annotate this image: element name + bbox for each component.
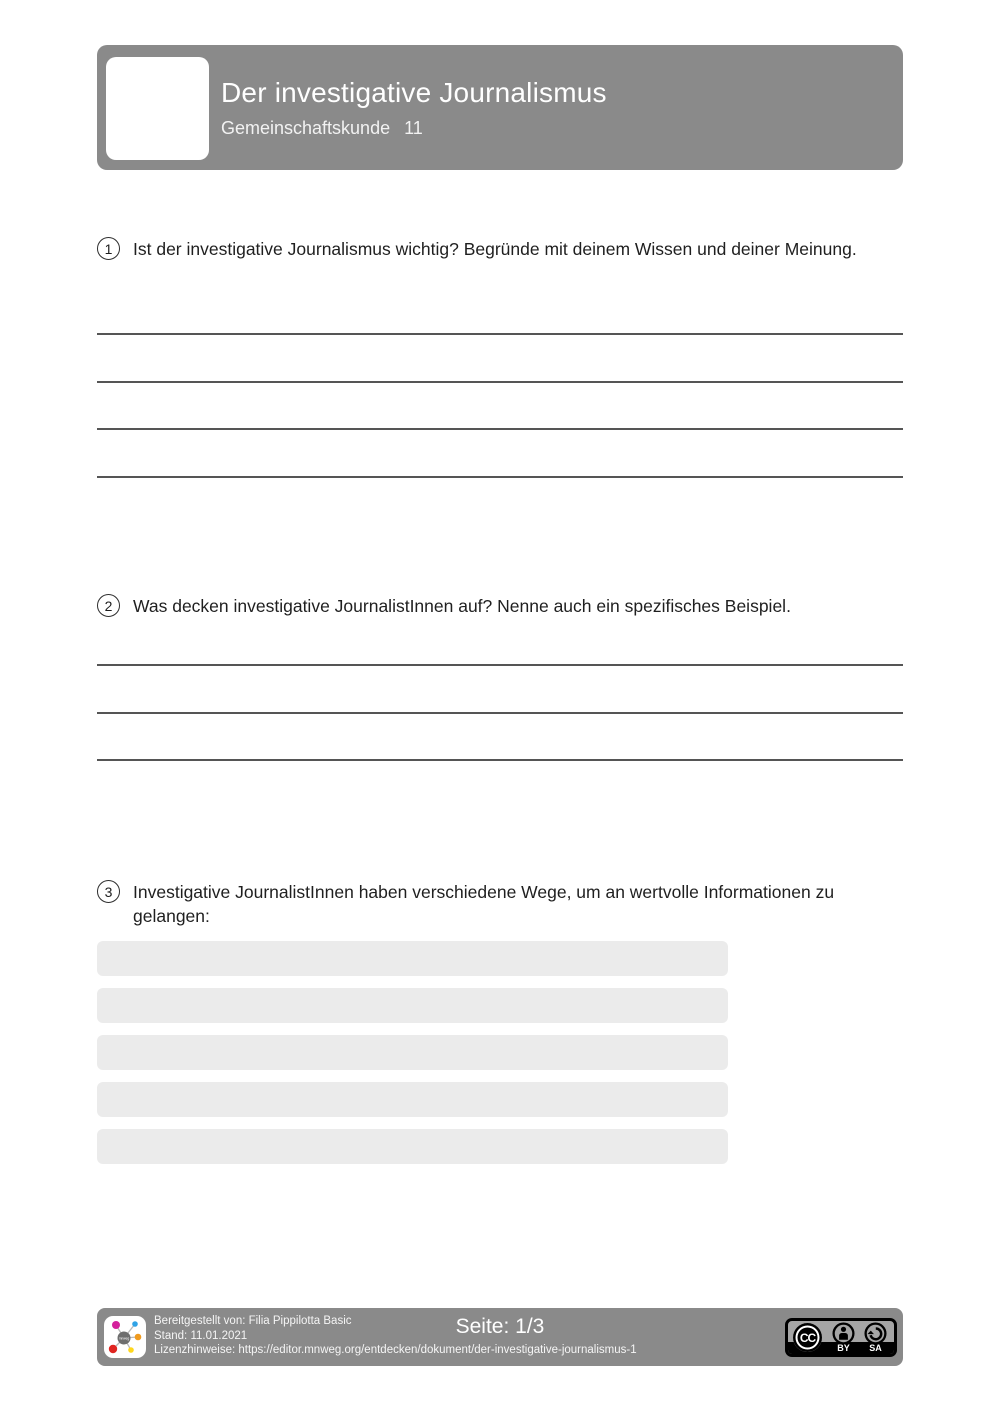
answer-box	[97, 1082, 728, 1117]
question-2-answer-area	[97, 664, 903, 761]
question-3	[97, 880, 903, 928]
question-2-text: Was decken investigative JournalistInnen auf? Nenne auch ein spezifisches Beispiel.	[133, 596, 791, 616]
question-2	[97, 594, 903, 618]
worksheet-header	[97, 45, 903, 170]
answer-box	[97, 941, 728, 976]
answer-line	[97, 712, 903, 714]
answer-line	[97, 664, 903, 666]
svg-text:mnweg: mnweg	[118, 1336, 130, 1341]
question-1	[97, 237, 903, 261]
answer-box	[97, 1035, 728, 1070]
page-number: Seite: 1/3	[455, 1315, 545, 1338]
cc-by-sa-badge	[785, 1318, 897, 1357]
date-text: Stand: 11.01.2021	[154, 1329, 248, 1342]
provided-by-text: Bereitgestellt von: Filia Pippilotta Basic	[154, 1315, 352, 1327]
question-3-number: 3	[97, 880, 120, 903]
question-2-number: 2	[97, 594, 120, 617]
page-subtitle	[221, 117, 423, 139]
question-1-number: 1	[97, 237, 120, 260]
cc-by-label: BY	[837, 1343, 850, 1353]
answer-box	[97, 988, 728, 1023]
answer-line	[97, 381, 903, 383]
school-logo-placeholder	[106, 57, 209, 160]
license-text: Lizenzhinweise: https://editor.mnweg.org/entdecken/dokument/der-investigative-journalismus-1	[154, 1344, 637, 1356]
grade-label: 11	[404, 118, 423, 138]
question-3-text: Investigative JournalistInnen haben verschiedene Wege, um an wertvolle Informationen zu gelangen:	[133, 882, 835, 926]
answer-line	[97, 759, 903, 761]
worksheet-footer	[97, 1308, 903, 1366]
answer-line	[97, 476, 903, 478]
answer-line	[97, 428, 903, 430]
question-1-answer-area	[97, 333, 903, 478]
question-3-answer-area	[97, 941, 728, 1176]
subject-label: Gemeinschaftskunde	[221, 118, 391, 138]
cc-sa-label: SA	[869, 1343, 882, 1353]
cc-logo-icon: CC	[793, 1323, 822, 1352]
answer-box	[97, 1129, 728, 1164]
answer-line	[97, 333, 903, 335]
question-1-text: Ist der investigative Journalismus wichtig? Begründe mit deinem Wissen und deiner Meinung.	[133, 239, 857, 259]
page-title: Der investigative Journalismus	[221, 77, 607, 108]
